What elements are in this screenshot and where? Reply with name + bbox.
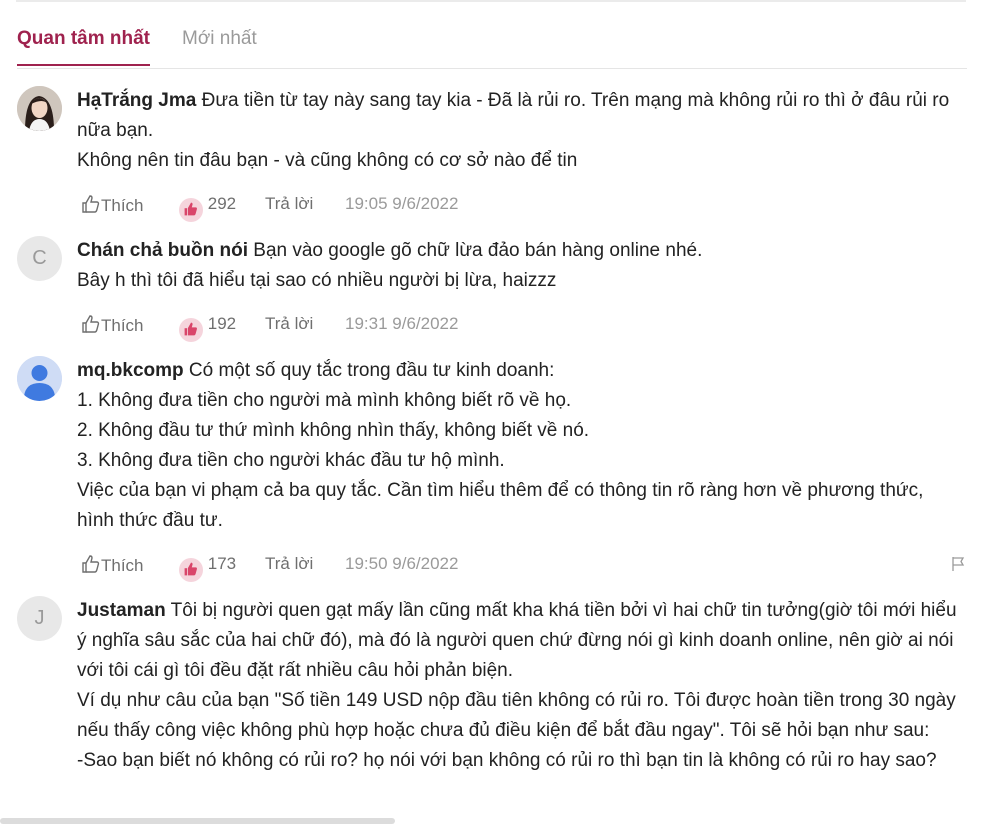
like-button[interactable]: Thích (81, 194, 144, 216)
thumbs-up-icon (81, 554, 101, 574)
comment-text: Đưa tiền từ tay này sang tay kia - Đã là rủi ro. Trên mạng mà không rủi ro thì ở đâu rủi ro nữa bạn. (77, 90, 950, 141)
horizontal-scrollbar[interactable] (0, 818, 395, 824)
reply-button[interactable]: Trả lời (265, 314, 314, 333)
comment-text: Việc của bạn vi phạm cả ba quy tắc. Cần tìm hiểu thêm để có thông tin rõ ràng hơn về phương thức, hình thức đầu tư. (77, 480, 924, 531)
report-flag-icon[interactable] (950, 556, 966, 577)
thumbs-up-reaction-icon (179, 318, 203, 342)
comment-actions (81, 554, 966, 580)
comment-text: Ví dụ như câu của bạn "Số tiền 149 USD nộp đầu tiên không có rủi ro. Tôi được hoàn tiền trong 30 ngày nếu thấy công việc không phù hợp hoặc chưa đủ điều kiện để bắt đầu ngay". Tôi sẽ hỏi bạn như sau: (77, 690, 956, 741)
tab-newest[interactable]: Mới nhất (182, 28, 257, 49)
comment-content (77, 236, 957, 296)
comment-text: Bây h thì tôi đã hiểu tại sao có nhiều người bị lừa, haizzz (77, 270, 557, 291)
comment-content (77, 356, 957, 536)
comment-text: Bạn vào google gõ chữ lừa đảo bán hàng online nhé. (253, 240, 703, 261)
comment-text: Tôi bị người quen gạt mấy lần cũng mất kha khá tiền bởi vì hai chữ tin tưởng(giờ tôi mới hiểu ý nghĩa sâu sắc của hai chữ đó), mà đó là người quen chứ đừng nói gì kinh doanh online, nên giờ ai nói với tôi cái gì tôi đều đặt rất nhiều câu hỏi phản biện. (77, 600, 957, 681)
like-button[interactable]: Thích (81, 554, 144, 576)
comment-text: 2. Không đầu tư thứ mình không nhìn thấy, không biết về nó. (77, 420, 590, 441)
comment-sort-tabs (17, 22, 967, 69)
avatar[interactable] (17, 356, 62, 401)
comment-content (77, 86, 957, 176)
comment-author[interactable]: Justaman (77, 600, 166, 621)
reaction-count[interactable]: 173 (179, 554, 236, 582)
comment-text: -Sao bạn biết nó không có rủi ro? họ nói với bạn không có rủi ro thì bạn tin là không có rủi ro hay sao? (77, 750, 937, 771)
avatar[interactable]: J (17, 596, 62, 641)
avatar[interactable]: C (17, 236, 62, 281)
like-button[interactable]: Thích (81, 314, 144, 336)
reaction-count[interactable]: 292 (179, 194, 236, 222)
comment-timestamp: 19:50 9/6/2022 (345, 554, 459, 573)
comment-author[interactable]: mq.bkcomp (77, 360, 184, 381)
comment-timestamp: 19:31 9/6/2022 (345, 314, 459, 333)
tab-most-interested[interactable]: Quan tâm nhất (17, 28, 150, 66)
thumbs-up-icon (81, 314, 101, 334)
thumbs-up-reaction-icon (179, 558, 203, 582)
top-divider (16, 0, 966, 2)
comment-text: Không nên tin đâu bạn - và cũng không có cơ sở nào để tin (77, 150, 578, 171)
comment-text: 3. Không đưa tiền cho người khác đầu tư hộ mình. (77, 450, 505, 471)
comment-author[interactable]: Chán chả buồn nói (77, 240, 248, 261)
comment-text: 1. Không đưa tiền cho người mà mình không biết rõ về họ. (77, 390, 572, 411)
comment-text: Có một số quy tắc trong đầu tư kinh doanh: (188, 360, 555, 381)
thumbs-up-icon (81, 194, 101, 214)
person-icon (17, 356, 62, 401)
reply-button[interactable]: Trả lời (265, 554, 314, 573)
reaction-count[interactable]: 192 (179, 314, 236, 342)
comment-timestamp: 19:05 9/6/2022 (345, 194, 459, 213)
reply-button[interactable]: Trả lời (265, 194, 314, 213)
thumbs-up-reaction-icon (179, 198, 203, 222)
comment-author[interactable]: HạTrắng Jma (77, 90, 197, 111)
avatar[interactable] (17, 86, 62, 131)
comment-content (77, 596, 957, 776)
